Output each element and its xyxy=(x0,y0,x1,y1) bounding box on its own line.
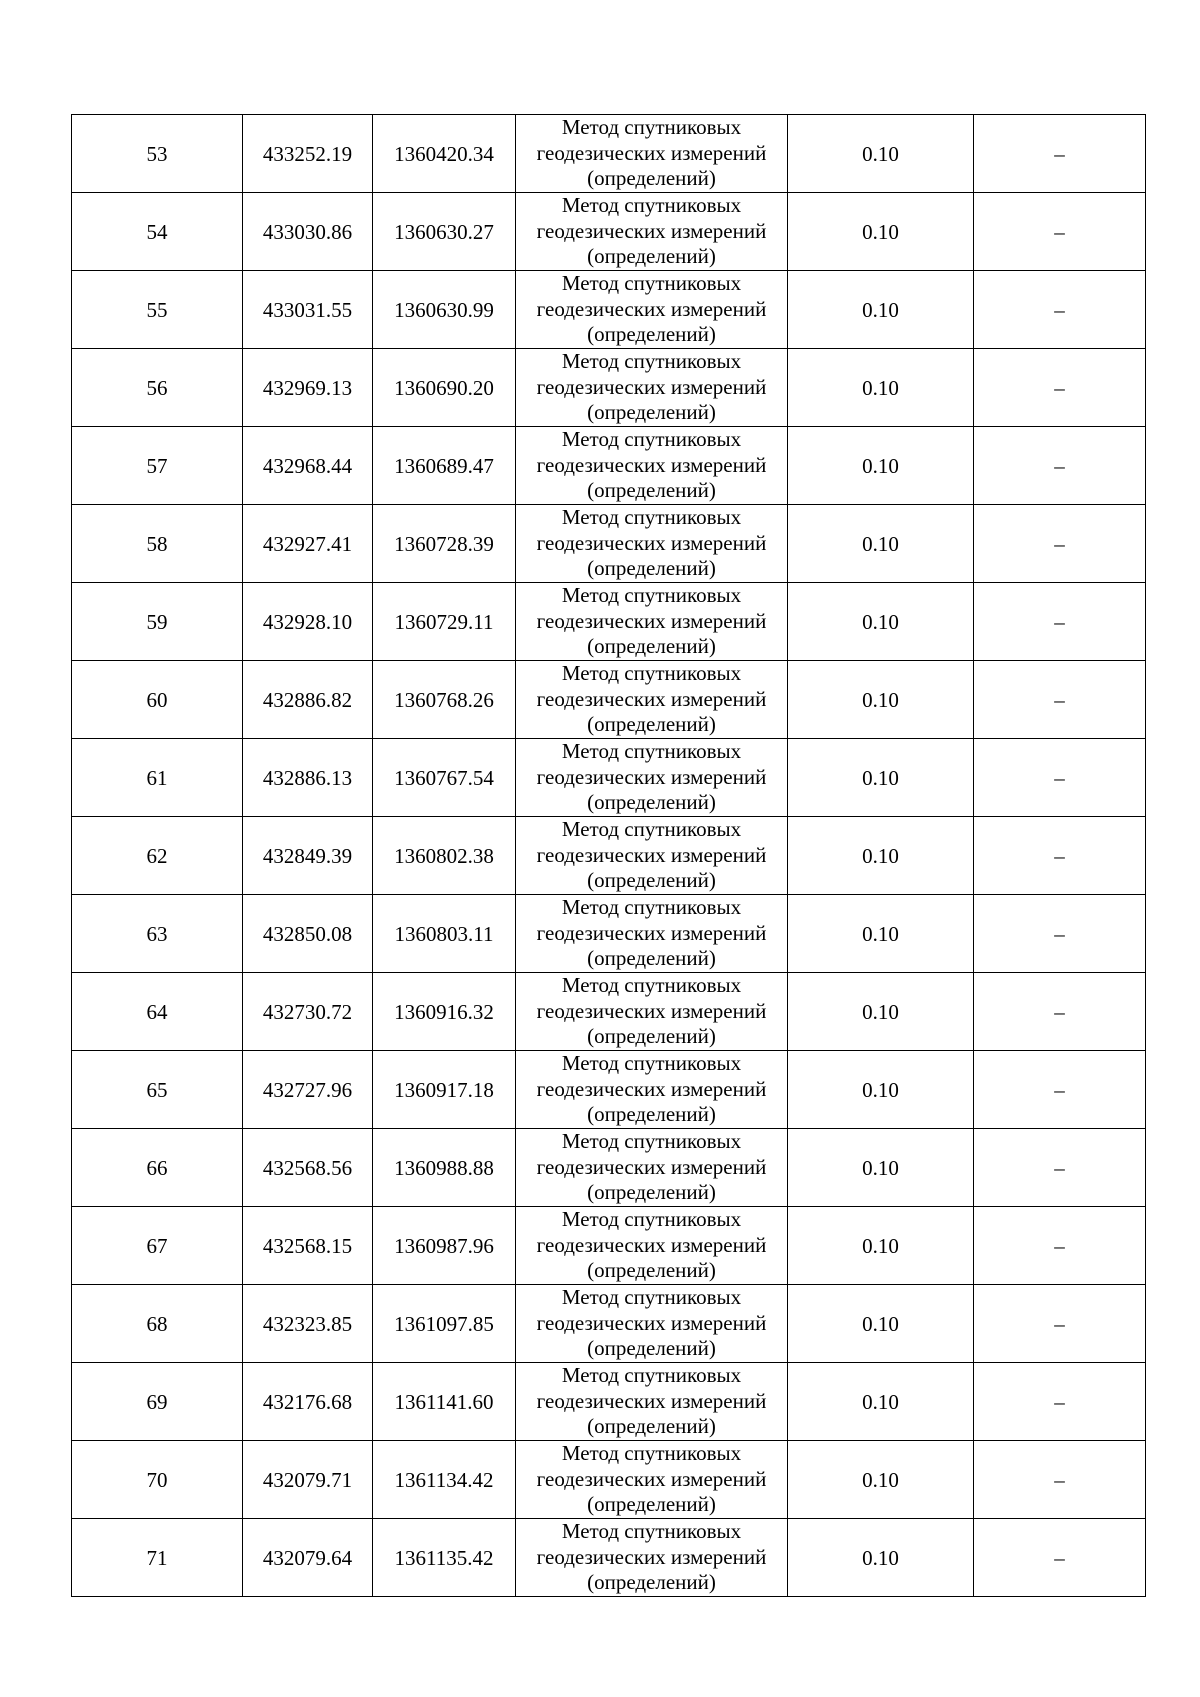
note-cell: – xyxy=(974,1363,1146,1441)
accuracy-cell: 0.10 xyxy=(788,1519,974,1597)
y-coordinate-cell: 1360802.38 xyxy=(373,817,516,895)
method-cell xyxy=(516,1363,788,1441)
method-line: геодезических измерений xyxy=(536,608,767,633)
method-line: (определений) xyxy=(587,322,716,347)
accuracy-cell: 0.10 xyxy=(788,1051,974,1129)
y-coordinate-cell: 1360987.96 xyxy=(373,1207,516,1285)
method-cell xyxy=(516,895,788,973)
x-coordinate-cell: 432323.85 xyxy=(243,1285,373,1363)
y-coordinate-cell: 1360689.47 xyxy=(373,427,516,505)
y-coordinate-cell: 1360690.20 xyxy=(373,349,516,427)
x-coordinate-cell: 432849.39 xyxy=(243,817,373,895)
table-row xyxy=(72,193,1146,271)
point-number-cell: 54 xyxy=(72,193,243,271)
method-line: (определений) xyxy=(587,1336,716,1361)
method-line: (определений) xyxy=(587,166,716,191)
method-line: геодезических измерений xyxy=(536,1076,767,1101)
method-cell xyxy=(516,193,788,271)
method-cell xyxy=(516,973,788,1051)
point-number-cell: 53 xyxy=(72,115,243,193)
method-line: Метод спутниковых xyxy=(561,1519,742,1544)
x-coordinate-cell: 432928.10 xyxy=(243,583,373,661)
method-line: (определений) xyxy=(587,790,716,815)
method-line: (определений) xyxy=(587,1258,716,1283)
table-row xyxy=(72,1129,1146,1207)
note-cell: – xyxy=(974,1129,1146,1207)
y-coordinate-cell: 1360728.39 xyxy=(373,505,516,583)
method-line: Метод спутниковых xyxy=(561,427,742,452)
accuracy-cell: 0.10 xyxy=(788,661,974,739)
method-line: Метод спутниковых xyxy=(561,1207,742,1232)
table-row xyxy=(72,427,1146,505)
x-coordinate-cell: 432568.56 xyxy=(243,1129,373,1207)
method-cell xyxy=(516,271,788,349)
note-cell: – xyxy=(974,1051,1146,1129)
y-coordinate-cell: 1361134.42 xyxy=(373,1441,516,1519)
method-cell xyxy=(516,739,788,817)
method-line: (определений) xyxy=(587,868,716,893)
method-line: Метод спутниковых xyxy=(561,1363,742,1388)
method-cell xyxy=(516,505,788,583)
table-row xyxy=(72,1363,1146,1441)
y-coordinate-cell: 1361141.60 xyxy=(373,1363,516,1441)
x-coordinate-cell: 432850.08 xyxy=(243,895,373,973)
note-cell: – xyxy=(974,739,1146,817)
method-line: (определений) xyxy=(587,478,716,503)
point-number-cell: 56 xyxy=(72,349,243,427)
x-coordinate-cell: 432886.13 xyxy=(243,739,373,817)
x-coordinate-cell: 432730.72 xyxy=(243,973,373,1051)
method-line: геодезических измерений xyxy=(536,1232,767,1257)
point-number-cell: 60 xyxy=(72,661,243,739)
method-line: Метод спутниковых xyxy=(561,115,742,140)
point-number-cell: 68 xyxy=(72,1285,243,1363)
accuracy-cell: 0.10 xyxy=(788,427,974,505)
method-cell xyxy=(516,1051,788,1129)
method-cell xyxy=(516,1285,788,1363)
table-row xyxy=(72,583,1146,661)
point-number-cell: 61 xyxy=(72,739,243,817)
point-number-cell: 55 xyxy=(72,271,243,349)
accuracy-cell: 0.10 xyxy=(788,115,974,193)
table-row xyxy=(72,817,1146,895)
point-number-cell: 69 xyxy=(72,1363,243,1441)
point-number-cell: 70 xyxy=(72,1441,243,1519)
accuracy-cell: 0.10 xyxy=(788,1285,974,1363)
method-line: Метод спутниковых xyxy=(561,349,742,374)
y-coordinate-cell: 1360988.88 xyxy=(373,1129,516,1207)
table-row xyxy=(72,1285,1146,1363)
note-cell: – xyxy=(974,583,1146,661)
method-cell xyxy=(516,427,788,505)
point-number-cell: 59 xyxy=(72,583,243,661)
y-coordinate-cell: 1360630.27 xyxy=(373,193,516,271)
method-cell xyxy=(516,115,788,193)
method-cell xyxy=(516,661,788,739)
accuracy-cell: 0.10 xyxy=(788,1129,974,1207)
method-line: геодезических измерений xyxy=(536,1544,767,1569)
table-row xyxy=(72,661,1146,739)
method-line: Метод спутниковых xyxy=(561,1129,742,1154)
table-row xyxy=(72,739,1146,817)
x-coordinate-cell: 432969.13 xyxy=(243,349,373,427)
method-cell xyxy=(516,583,788,661)
point-number-cell: 66 xyxy=(72,1129,243,1207)
x-coordinate-cell: 432176.68 xyxy=(243,1363,373,1441)
method-line: геодезических измерений xyxy=(536,530,767,555)
note-cell: – xyxy=(974,1285,1146,1363)
y-coordinate-cell: 1360630.99 xyxy=(373,271,516,349)
point-number-cell: 58 xyxy=(72,505,243,583)
accuracy-cell: 0.10 xyxy=(788,271,974,349)
method-line: (определений) xyxy=(587,1414,716,1439)
method-line: геодезических измерений xyxy=(536,218,767,243)
x-coordinate-cell: 433030.86 xyxy=(243,193,373,271)
y-coordinate-cell: 1360729.11 xyxy=(373,583,516,661)
note-cell: – xyxy=(974,193,1146,271)
accuracy-cell: 0.10 xyxy=(788,505,974,583)
y-coordinate-cell: 1360803.11 xyxy=(373,895,516,973)
method-line: Метод спутниковых xyxy=(561,1285,742,1310)
x-coordinate-cell: 433031.55 xyxy=(243,271,373,349)
method-line: Метод спутниковых xyxy=(561,583,742,608)
method-line: геодезических измерений xyxy=(536,1154,767,1179)
method-cell xyxy=(516,817,788,895)
y-coordinate-cell: 1360916.32 xyxy=(373,973,516,1051)
method-line: Метод спутниковых xyxy=(561,661,742,686)
method-line: Метод спутниковых xyxy=(561,271,742,296)
table-row xyxy=(72,895,1146,973)
method-cell xyxy=(516,1519,788,1597)
point-number-cell: 65 xyxy=(72,1051,243,1129)
point-number-cell: 67 xyxy=(72,1207,243,1285)
y-coordinate-cell: 1360767.54 xyxy=(373,739,516,817)
method-line: Метод спутниковых xyxy=(561,739,742,764)
method-line: геодезических измерений xyxy=(536,842,767,867)
method-line: геодезических измерений xyxy=(536,920,767,945)
x-coordinate-cell: 432568.15 xyxy=(243,1207,373,1285)
method-cell xyxy=(516,1129,788,1207)
note-cell: – xyxy=(974,973,1146,1051)
y-coordinate-cell: 1361097.85 xyxy=(373,1285,516,1363)
x-coordinate-cell: 432727.96 xyxy=(243,1051,373,1129)
accuracy-cell: 0.10 xyxy=(788,349,974,427)
method-line: (определений) xyxy=(587,946,716,971)
note-cell: – xyxy=(974,427,1146,505)
method-line: Метод спутниковых xyxy=(561,193,742,218)
note-cell: – xyxy=(974,1207,1146,1285)
method-line: геодезических измерений xyxy=(536,686,767,711)
accuracy-cell: 0.10 xyxy=(788,817,974,895)
method-line: Метод спутниковых xyxy=(561,895,742,920)
note-cell: – xyxy=(974,271,1146,349)
note-cell: – xyxy=(974,505,1146,583)
accuracy-cell: 0.10 xyxy=(788,1207,974,1285)
method-line: геодезических измерений xyxy=(536,452,767,477)
method-line: геодезических измерений xyxy=(536,374,767,399)
method-line: Метод спутниковых xyxy=(561,1051,742,1076)
method-line: (определений) xyxy=(587,712,716,737)
point-number-cell: 63 xyxy=(72,895,243,973)
method-line: геодезических измерений xyxy=(536,140,767,165)
method-line: Метод спутниковых xyxy=(561,1441,742,1466)
coordinates-table xyxy=(71,114,1146,1597)
table-row xyxy=(72,1051,1146,1129)
method-line: (определений) xyxy=(587,556,716,581)
method-line: (определений) xyxy=(587,400,716,425)
table-row xyxy=(72,1519,1146,1597)
method-line: (определений) xyxy=(587,1024,716,1049)
method-cell xyxy=(516,349,788,427)
table-row xyxy=(72,349,1146,427)
table-row xyxy=(72,973,1146,1051)
note-cell: – xyxy=(974,895,1146,973)
y-coordinate-cell: 1360917.18 xyxy=(373,1051,516,1129)
note-cell: – xyxy=(974,661,1146,739)
method-line: геодезических измерений xyxy=(536,998,767,1023)
y-coordinate-cell: 1360420.34 xyxy=(373,115,516,193)
note-cell: – xyxy=(974,1441,1146,1519)
table-row xyxy=(72,1207,1146,1285)
accuracy-cell: 0.10 xyxy=(788,1441,974,1519)
method-line: Метод спутниковых xyxy=(561,505,742,530)
method-line: геодезических измерений xyxy=(536,1388,767,1413)
method-line: геодезических измерений xyxy=(536,1310,767,1335)
y-coordinate-cell: 1361135.42 xyxy=(373,1519,516,1597)
method-cell xyxy=(516,1207,788,1285)
accuracy-cell: 0.10 xyxy=(788,895,974,973)
table-row xyxy=(72,115,1146,193)
method-line: (определений) xyxy=(587,1180,716,1205)
method-line: Метод спутниковых xyxy=(561,817,742,842)
x-coordinate-cell: 432927.41 xyxy=(243,505,373,583)
coordinates-table-body xyxy=(72,115,1146,1597)
x-coordinate-cell: 433252.19 xyxy=(243,115,373,193)
table-row xyxy=(72,1441,1146,1519)
x-coordinate-cell: 432886.82 xyxy=(243,661,373,739)
method-line: (определений) xyxy=(587,244,716,269)
note-cell: – xyxy=(974,1519,1146,1597)
method-cell xyxy=(516,1441,788,1519)
y-coordinate-cell: 1360768.26 xyxy=(373,661,516,739)
table-row xyxy=(72,505,1146,583)
note-cell: – xyxy=(974,349,1146,427)
point-number-cell: 57 xyxy=(72,427,243,505)
method-line: Метод спутниковых xyxy=(561,973,742,998)
method-line: (определений) xyxy=(587,1570,716,1595)
accuracy-cell: 0.10 xyxy=(788,973,974,1051)
point-number-cell: 71 xyxy=(72,1519,243,1597)
method-line: (определений) xyxy=(587,1492,716,1517)
accuracy-cell: 0.10 xyxy=(788,739,974,817)
accuracy-cell: 0.10 xyxy=(788,583,974,661)
method-line: геодезических измерений xyxy=(536,296,767,321)
method-line: (определений) xyxy=(587,1102,716,1127)
accuracy-cell: 0.10 xyxy=(788,193,974,271)
point-number-cell: 64 xyxy=(72,973,243,1051)
method-line: геодезических измерений xyxy=(536,1466,767,1491)
note-cell: – xyxy=(974,817,1146,895)
x-coordinate-cell: 432968.44 xyxy=(243,427,373,505)
method-line: (определений) xyxy=(587,634,716,659)
method-line: геодезических измерений xyxy=(536,764,767,789)
x-coordinate-cell: 432079.64 xyxy=(243,1519,373,1597)
note-cell: – xyxy=(974,115,1146,193)
accuracy-cell: 0.10 xyxy=(788,1363,974,1441)
point-number-cell: 62 xyxy=(72,817,243,895)
x-coordinate-cell: 432079.71 xyxy=(243,1441,373,1519)
table-row xyxy=(72,271,1146,349)
